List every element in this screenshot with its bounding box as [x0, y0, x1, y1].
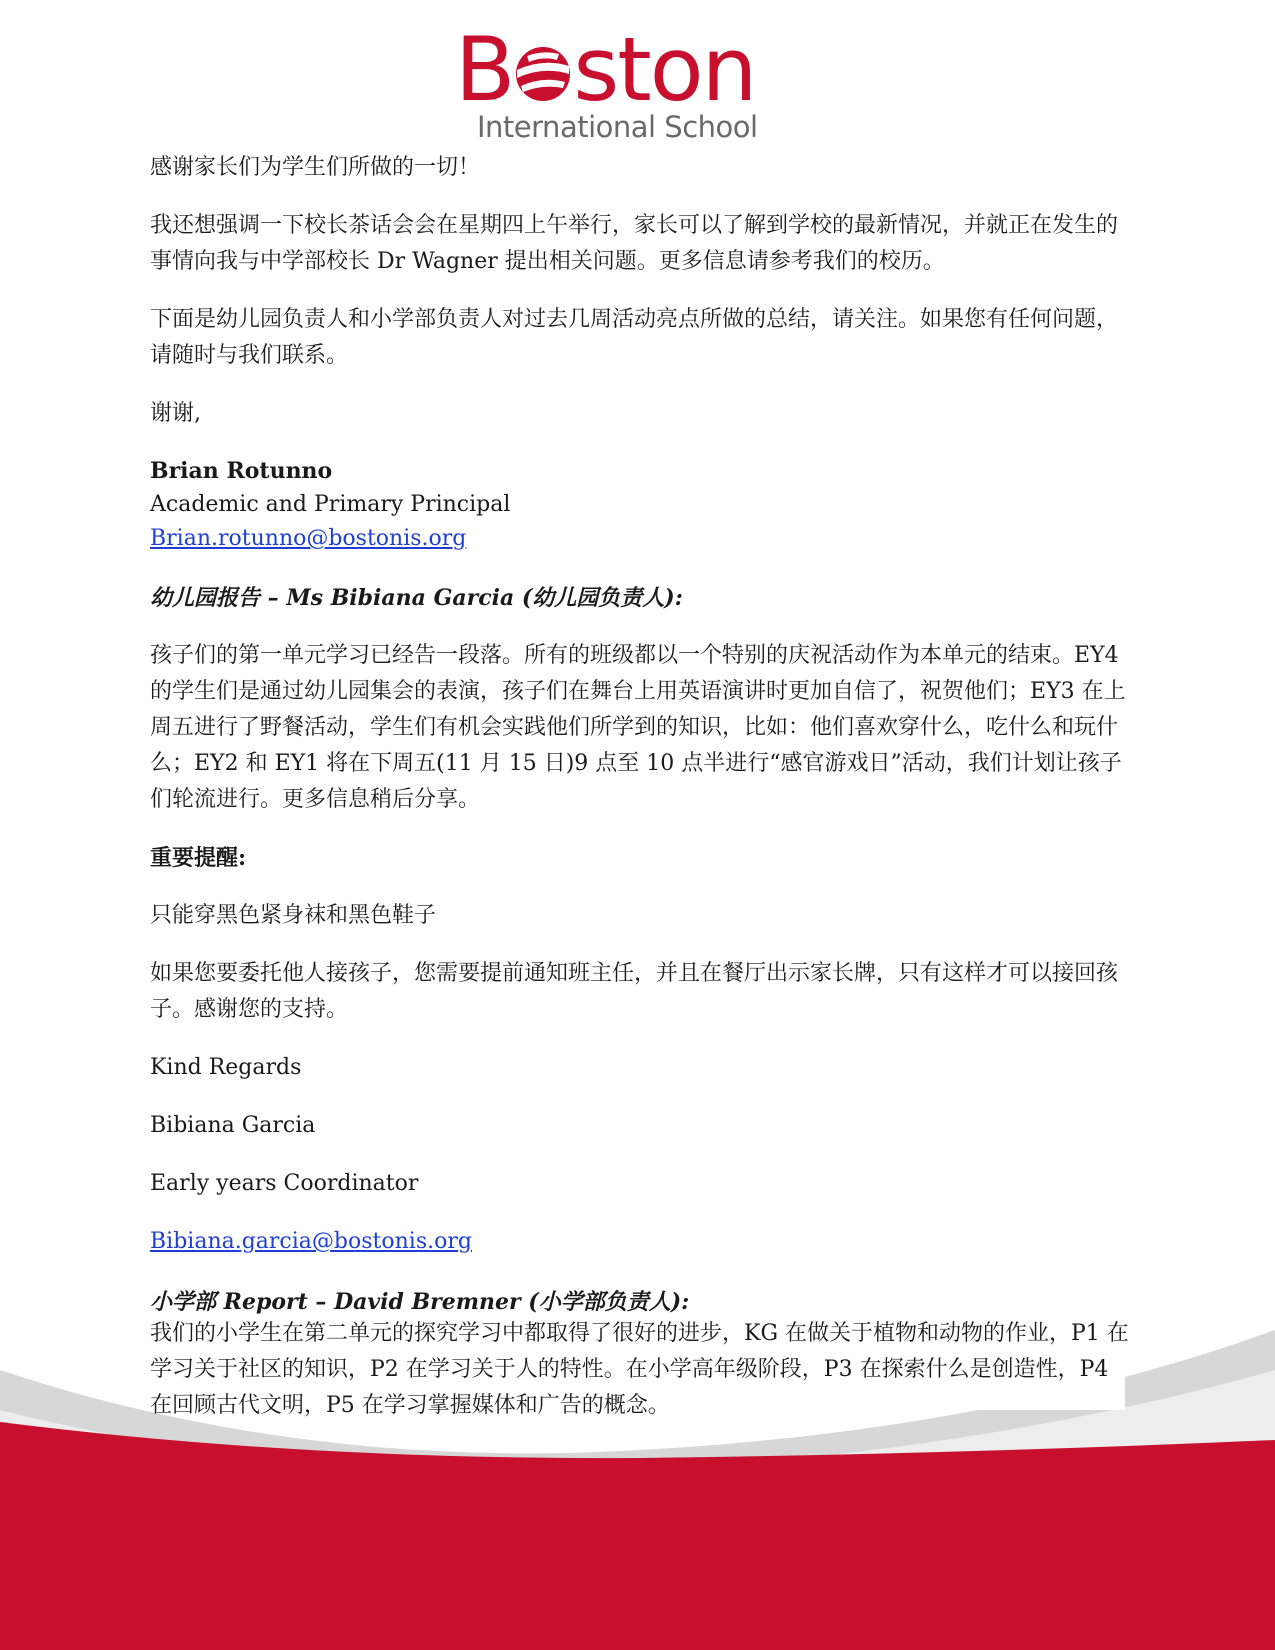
ey-reminder-title: 重要提醒: — [150, 845, 247, 871]
school-logo — [455, 18, 795, 150]
primary-body-overlay: 我们的小学生在第二单元的探究学习中都取得了很好的进步，KG 在做关于植物和动物的作业，P1 在学习关于社区的知识，P2 在学习关于人的特性。在小学高年级阶段，P3 在探索什么是创造性，P4 在回顾古代文明，P5 在学习掌握媒体和广告的概念。 — [150, 1321, 1129, 1418]
principal-signature — [150, 454, 1130, 556]
logo-subtitle: International School — [477, 110, 758, 144]
ey-report-body: 孩子们的第一单元学习已经告一段落。所有的班级都以一个特别的庆祝活动作为本单元的结束。EY4 的学生们是通过幼儿园集会的表演，孩子们在舞台上用英语演讲时更加自信了，祝贺他们；EY3 在上周五进行了野餐活动，学生们有机会实践他们所学到的知识，比如：他们喜欢穿什么，吃什么和玩什么；EY2 和 EY1 将在下周五(11 月 15 日)9 点至 10 点半进行“感官游戏日”活动，我们计划让孩子们轮流进行。更多信息稍后分享。 — [150, 643, 1126, 812]
intro-summary: 下面是幼儿园负责人和小学部负责人对过去几周活动亮点所做的总结，请关注。如果您有任何问题，请随时与我们联系。 — [150, 307, 1119, 368]
ey-name: Bibiana Garcia — [150, 1113, 316, 1138]
intro-tea-party: 我还想强调一下校长茶话会会在星期四上午举行，家长可以了解到学校的最新情况，并就正在发生的事情向我与中学部校长 Dr Wagner 提出相关问题。更多信息请参考我们的校历。 — [150, 213, 1119, 274]
ey-reminder-2: 如果您要委托他人接孩子，您需要提前通知班主任，并且在餐厅出示家长牌，只有这样才可以接回孩子。感谢您的支持。 — [150, 961, 1119, 1022]
principal-title: Academic and Primary Principal — [150, 492, 511, 517]
ey-title: Early years Coordinator — [150, 1171, 419, 1196]
letter-body — [150, 150, 1130, 1450]
ey-regards: Kind Regards — [150, 1055, 302, 1080]
logo-wordmark: B ston — [455, 18, 756, 121]
primary-report-heading: 小学部 Report – David Bremner (小学部负责人): — [150, 1289, 690, 1315]
ey-reminder-1: 只能穿黑色紧身袜和黑色鞋子 — [150, 903, 437, 928]
principal-name: Brian Rotunno — [150, 458, 333, 484]
logo-globe-icon — [513, 26, 573, 90]
intro-thanks: 感谢家长们为学生们所做的一切！ — [150, 155, 481, 180]
ey-email-link[interactable]: Bibiana.garcia@bostonis.org — [150, 1229, 472, 1254]
principal-email-link[interactable]: Brian.rotunno@bostonis.org — [150, 526, 467, 551]
intro-closing: 谢谢, — [150, 401, 201, 426]
ey-report-heading: 幼儿园报告 – Ms Bibiana Garcia (幼儿园负责人): — [150, 585, 683, 611]
